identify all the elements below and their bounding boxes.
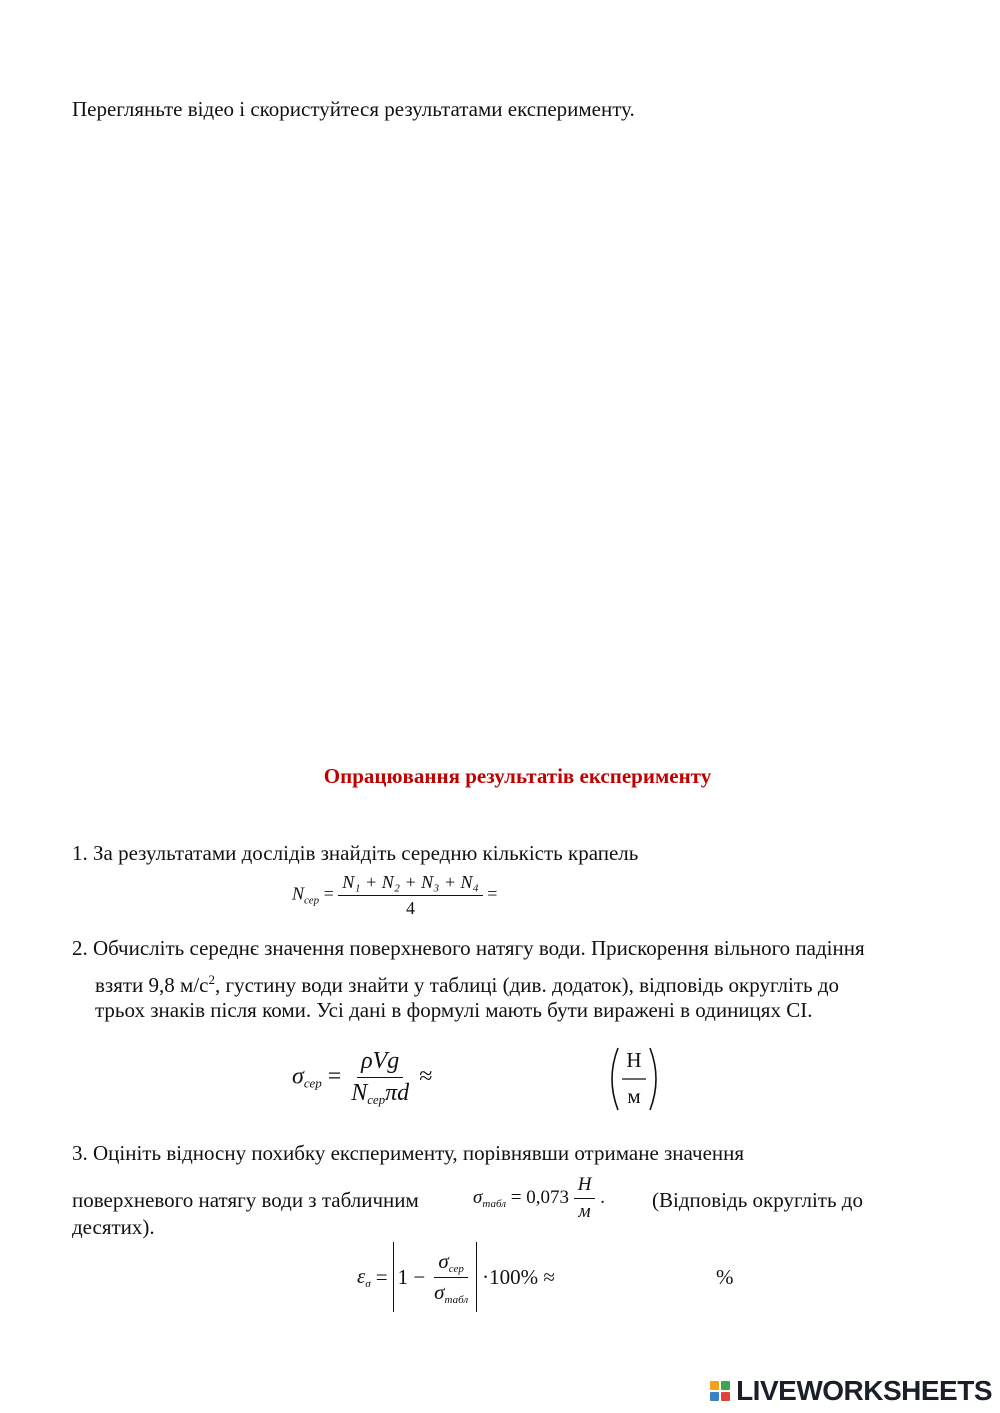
task-3-line-3: десятих). bbox=[72, 1215, 155, 1239]
equals-sign-tail: = bbox=[487, 883, 498, 904]
sigma-table-subscript: табл bbox=[482, 1197, 507, 1210]
sigma-den-subscript: табл bbox=[444, 1293, 469, 1306]
logo-icon bbox=[710, 1381, 730, 1401]
absolute-value-bars bbox=[393, 1242, 478, 1312]
task-2-g-value: взяти 9,8 м/с bbox=[95, 973, 209, 997]
unit-n: Н bbox=[574, 1174, 596, 1199]
n-subscript: сер bbox=[367, 1092, 386, 1107]
n-pi-d-denominator bbox=[347, 1078, 413, 1108]
unit-numerator: Н bbox=[626, 1048, 642, 1072]
n-avg-symbol: N bbox=[292, 883, 305, 904]
task-1-text: 1. За результатами дослідів знайдіть середню кількість крапель bbox=[72, 841, 639, 865]
task-3-line-2-start: поверхневого натягу води з табличним bbox=[72, 1188, 419, 1212]
sigma-num-subscript: сер bbox=[448, 1262, 464, 1275]
equals-sign: = bbox=[327, 1063, 342, 1090]
sigma-table-unit bbox=[574, 1174, 596, 1223]
equals-sign: = bbox=[375, 1264, 388, 1289]
relative-error-formula bbox=[357, 1242, 555, 1312]
section-heading: Опрацювання результатів експерименту bbox=[323, 764, 712, 788]
task-2-line-3: трьох знаків після коми. Усі дані в формулі мають бути виражені в одиницях СІ. bbox=[95, 998, 813, 1022]
liveworksheets-logo bbox=[710, 1375, 992, 1407]
one-minus: 1 − bbox=[397, 1264, 426, 1289]
sigma-table-value: 0,073 bbox=[526, 1186, 569, 1208]
logo-text: LIVEWORKSHEETS bbox=[736, 1375, 992, 1406]
intro-text: Перегляньте відео і скористуйтеся результатами експерименту. bbox=[72, 97, 635, 121]
unit-m: м bbox=[578, 1201, 591, 1222]
task-3-line-2-end: (Відповідь округліть до bbox=[652, 1188, 863, 1212]
n-avg-fraction bbox=[338, 872, 483, 919]
n-sum-denominator: 4 bbox=[406, 898, 416, 918]
sigma-avg-numerator bbox=[434, 1249, 467, 1278]
logo-block-4 bbox=[721, 1392, 730, 1401]
surface-tension-fraction bbox=[347, 1048, 413, 1108]
sigma-den-symbol: σ bbox=[434, 1279, 445, 1304]
logo-block-2 bbox=[721, 1381, 730, 1390]
n-sum-numerator: N₁ + N₂ + N₃ + N₄ bbox=[338, 872, 483, 896]
unit-denominator: м bbox=[627, 1084, 641, 1108]
sigma-avg-subscript: сер bbox=[303, 1075, 322, 1091]
unit-newton-per-meter bbox=[604, 1044, 664, 1114]
n-symbol: N bbox=[351, 1080, 368, 1106]
n-avg-subscript: сер bbox=[304, 894, 320, 907]
sigma-table-expression bbox=[473, 1174, 605, 1223]
rho-v-g-numerator: ρVg bbox=[357, 1048, 403, 1078]
logo-block-3 bbox=[710, 1392, 719, 1401]
logo-block-1 bbox=[710, 1381, 719, 1390]
approx-sign: ≈ bbox=[419, 1063, 433, 1090]
task-2-line-1: 2. Обчисліть середнє значення поверхневого натягу води. Прискорення вільного падіння bbox=[72, 936, 865, 960]
percent-sign: % bbox=[716, 1265, 734, 1289]
sigma-table-symbol: σ bbox=[473, 1186, 483, 1208]
equals-sign: = bbox=[323, 883, 334, 904]
equals-sign: = bbox=[510, 1186, 522, 1208]
task-2-formula bbox=[292, 1048, 432, 1108]
sigma-avg-symbol: σ bbox=[292, 1063, 304, 1090]
epsilon-subscript: σ bbox=[365, 1278, 371, 1290]
period: . bbox=[600, 1186, 605, 1208]
task-1-formula bbox=[292, 872, 497, 919]
epsilon-symbol: ε bbox=[357, 1264, 366, 1288]
times-100-percent: ·100% ≈ bbox=[482, 1264, 555, 1289]
sigma-ratio bbox=[430, 1249, 472, 1306]
pi-d-symbol: πd bbox=[385, 1080, 410, 1106]
task-2-line-2-rest: , густину води знайти у таблиці (див. додаток), відповідь округліть до bbox=[214, 973, 840, 997]
sigma-num-symbol: σ bbox=[438, 1248, 449, 1273]
sigma-table-denominator bbox=[430, 1278, 472, 1306]
task-3-line-1: 3. Оцініть відносну похибку експерименту, порівнявши отримане значення bbox=[72, 1141, 745, 1165]
epsilon-sigma bbox=[357, 1264, 371, 1290]
task-2-superscript: 2 bbox=[208, 972, 215, 987]
